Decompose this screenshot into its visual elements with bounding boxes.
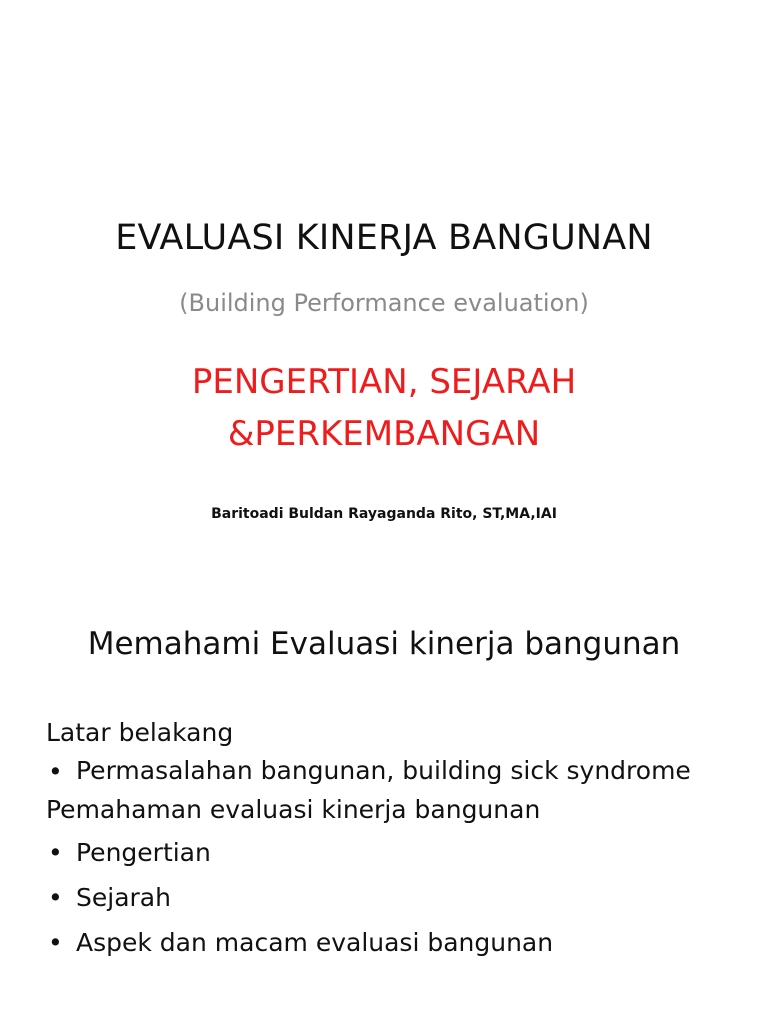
section-heading: Latar belakang bbox=[46, 718, 234, 747]
list-item-text: Permasalahan bangunan, building sick syndrome bbox=[76, 756, 691, 785]
author-name: Baritoadi Buldan Rayaganda Rito, ST,MA,IAI bbox=[211, 506, 557, 522]
slide-title: Memahami Evaluasi kinerja bangunan bbox=[87, 626, 681, 662]
slide-title: EVALUASI KINERJA BANGUNAN bbox=[115, 218, 653, 258]
bullet-icon: • bbox=[48, 928, 63, 957]
slide-subtitle: (Building Performance evaluation) bbox=[179, 289, 589, 317]
topic-heading-line-2: &PERKEMBANGAN bbox=[227, 414, 541, 454]
slide-content bbox=[46, 713, 746, 962]
list-item-text: Aspek dan macam evaluasi bangunan bbox=[76, 928, 554, 957]
list-item bbox=[46, 923, 746, 962]
slide-2 bbox=[0, 590, 768, 1024]
list-item-text: Sejarah bbox=[76, 883, 171, 912]
list-item bbox=[46, 833, 746, 872]
list-item bbox=[46, 752, 746, 790]
list-item bbox=[46, 878, 746, 917]
section-heading: Pemahaman evaluasi kinerja bangunan bbox=[46, 795, 541, 824]
list-item-text: Pengertian bbox=[76, 838, 211, 867]
bullet-icon: • bbox=[48, 883, 63, 912]
topic-heading-line-1: PENGERTIAN, SEJARAH bbox=[191, 362, 577, 402]
bullet-icon: • bbox=[48, 838, 63, 867]
topic-heading bbox=[0, 356, 768, 460]
bullet-icon: • bbox=[48, 757, 63, 786]
